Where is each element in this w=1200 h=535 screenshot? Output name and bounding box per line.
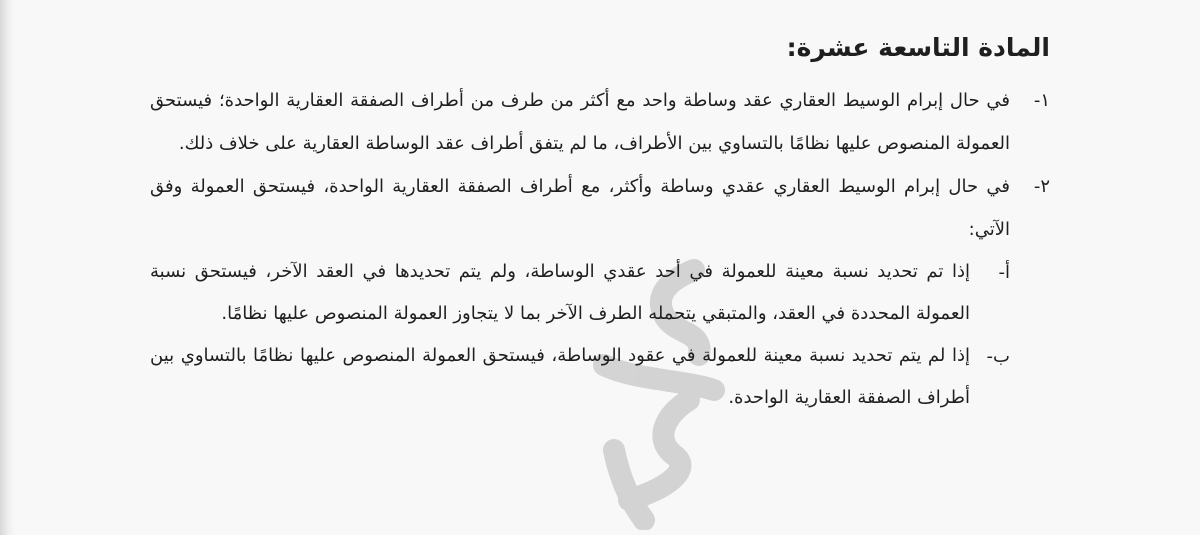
clause-text: في حال إبرام الوسيط العقاري عقد وساطة واحد مع أكثر من طرف من أطراف الصفقة العقارية الواحدة؛ فيستحق العمولة المنصوص عليها نظامًا بالتساوي بين الأطراف، ما لم يتفق أطراف عقد الوساطة العقارية على خلاف ذلك. [150, 90, 1010, 154]
article-heading: المادة التاسعة عشرة: [786, 33, 1050, 62]
clause-marker: ٢- [1033, 176, 1050, 197]
article-text [150, 30, 1050, 419]
clause-2 [150, 165, 1050, 251]
document-page [14, 0, 1200, 535]
sub-clause-a [150, 251, 1010, 335]
clause-text: في حال إبرام الوسيط العقاري عقدي وساطة وأكثر، مع أطراف الصفقة العقارية الواحدة، فيستحق العمولة وفق الآتي: [150, 176, 1010, 240]
sub-clause-b [150, 335, 1010, 419]
sub-clause-text: إذا تم تحديد نسبة معينة للعمولة في أحد عقدي الوساطة، ولم يتم تحديدها في العقد الآخر، فيستحق نسبة العمولة المحددة في العقد، والمتبقي يتحمله الطرف الآخر بما لا يتجاوز العمولة المنصوص عليها نظامًا. [150, 261, 970, 324]
sub-clause-marker: أ- [998, 262, 1010, 283]
clause-1 [150, 79, 1050, 165]
clause-marker: ١- [1033, 90, 1050, 111]
sub-clause-marker: ب- [986, 346, 1010, 367]
sub-clause-text: إذا لم يتم تحديد نسبة معينة للعمولة في عقود الوساطة، فيستحق العمولة المنصوص عليها نظامًا بالتساوي بين أطراف الصفقة العقارية الواحدة. [150, 345, 970, 408]
page-edge-shadow [0, 0, 14, 535]
